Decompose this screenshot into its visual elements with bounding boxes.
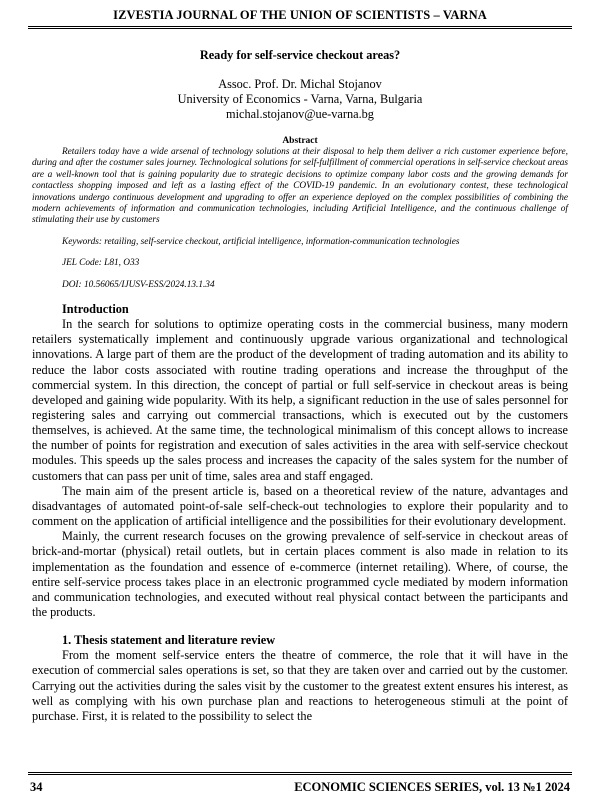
abstract-text: Retailers today have a wide arsenal of technology solutions at their disposal to help them deliver a rich customer experience before, during and after the costumer sales journey. Technological solutions for self-fulfillment of commercial operations in self-service checkout areas are a well-known tool that is gaining popularity due to strategic decisions to optimize company labor costs and the growing demands for contactless shopping imposed and left as a lasting effect of the COVID-19 pandemic. In an evolutionary contest, these technological innovations undergo continuous development and upgrading to offer an experience deployed on the complex possibilities of combining the modern achievements of information and communication technologies, including Artificial Intelligence, and the continuous challenge of stimulating their use by customers (32, 147, 568, 226)
section-1-heading: 1. Thesis statement and literature review (62, 633, 276, 648)
page-footer (28, 772, 572, 794)
author-affiliation: University of Economics - Varna, Varna, Bulgaria (177, 92, 423, 106)
intro-paragraph-2: The main aim of the present article is, based on a theoretical review of the nature, advantages and disadvantages of automated point-of-sale self-check-out technologies to explore their popularity and to comment on the application of artificial intelligence and the possibilities for their evolutionary development. (32, 483, 568, 529)
author-name: Assoc. Prof. Dr. Michal Stojanov (218, 77, 382, 91)
intro-paragraph-3: Mainly, the current research focuses on the growing prevalence of self-service in checkout areas of brick-and-mortar (physical) retail outlets, but in certain places comment is also made in relation to its implementation as the foundation and essence of e-commerce (internet retailing). Where, of course, the entire self-service process takes place in an electronic programmed cycle mediated by modern information and communication technologies, and executed without real physical contact between the participants and the products. (32, 529, 568, 620)
page-number: 34 (30, 780, 43, 794)
article-title: Ready for self-service checkout areas? (199, 48, 401, 62)
introduction-heading: Introduction (62, 302, 129, 317)
series-info: ECONOMIC SCIENCES SERIES, vol. 13 №1 2024 (294, 780, 570, 794)
doi: DOI: 10.56065/IJUSV-ESS/2024.13.1.34 (62, 279, 215, 290)
keywords: Keywords: retailing, self-service checkout, artificial intelligence, information-communication technologies (62, 236, 460, 247)
jel-code: JEL Code: L81, O33 (62, 258, 140, 269)
author-block (32, 77, 568, 122)
section-1-paragraph: From the moment self-service enters the theatre of commerce, the role that it will have in the execution of commercial sales operations is set, so that they are taken over and carried out by the customer. Carrying out the activities during the sales visit by the customer to the greatest extent ensures his interest, as well as complying with his own purchase plan and reactions to heterogeneous stimuli at the point of purchase. First, it is related to the possibility to select the (32, 648, 568, 723)
abstract-heading: Abstract (282, 136, 318, 146)
page-content (32, 33, 568, 724)
author-email: michal.stojanov@ue-varna.bg (226, 107, 374, 121)
journal-header: IZVESTIA JOURNAL OF THE UNION OF SCIENTISTS – VARNA (28, 8, 572, 29)
intro-paragraph-1: In the search for solutions to optimize operating costs in the commercial business, many modern retailers systematically implement and continuously upgrade various organizational and technological innovations. A large part of them are the product of the development of trading automation and its ability to reduce the labor costs associated with routine trading operations and increase the throughput of the commercial system. In this direction, the concept of partial or full self-service in checkout areas is being developed and gaining wide popularity. With its help, a significant reduction in the use of sales personnel for registering sales and carrying out commercial transactions, which is executed out by the customers themselves, is achieved. At the same time, the technological minimalism of this concept allows to increase the number of points for registration and execution of sales activities in the area with self-service checkout modules. This speeds up the sales process and increases the capacity of the sales system for the number of customers that can pass per unit of time, sales area and staff engaged. (32, 317, 568, 483)
